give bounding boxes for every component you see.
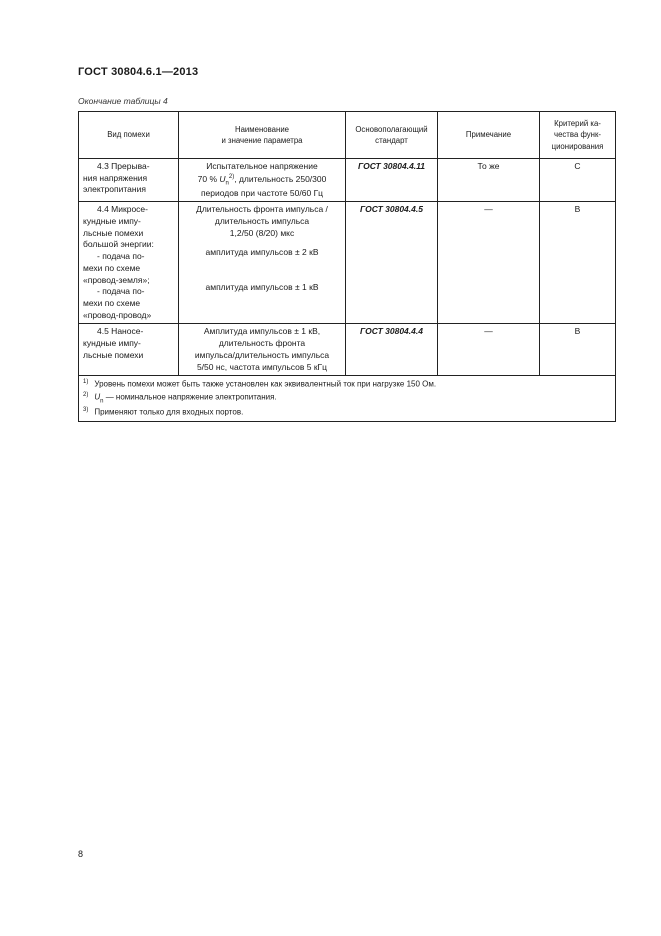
base-standard: ГОСТ 30804.4.4 <box>346 324 438 376</box>
col-header-type: Вид помехи <box>79 112 179 159</box>
table-row <box>79 324 616 376</box>
footnote: $^{2)}$ $U_n$ — номинальное напряжение электропитания. <box>83 391 277 405</box>
criterion-cell: B <box>540 324 616 376</box>
footnotes <box>79 376 616 422</box>
note-cell: То же <box>438 159 540 202</box>
col-header-standard: Основополагающий стандарт <box>346 112 438 159</box>
base-standard: ГОСТ 30804.4.11 <box>346 159 438 202</box>
footnote: $^{1)}$ Уровень помехи может быть также установлен как эквивалентный ток при нагрузке 150 Ом. <box>83 379 437 389</box>
interference-table <box>78 111 616 422</box>
interference-type: 4.3 Прерыва- ния напряжения электропитания <box>79 159 179 202</box>
interference-type: 4.5 Наносе- кундные импу- льсные помехи <box>79 324 179 376</box>
footnotes-row <box>79 376 616 422</box>
table-row <box>79 159 616 202</box>
col-header-note: Примечание <box>438 112 540 159</box>
table-header-row <box>79 112 616 159</box>
parameter-value: Испытательное напряжение 70 % $U_n^{2)}$, длительность 250/300 периодов при частоте 50/60 Гц <box>179 159 346 202</box>
footnote: $^{3)}$ Применяют только для входных портов. <box>83 407 244 417</box>
table-caption: Окончание таблицы 4 <box>78 96 168 106</box>
table-row <box>79 202 616 324</box>
criterion-cell: B <box>540 202 616 324</box>
col-header-param: Наименование и значение параметра <box>179 112 346 159</box>
parameter-value: Длительность фронта импульса / длительность импульса 1,2/50 (8/20) мкс амплитуда импульсов ± 2 кВ амплитуда импульсов ± 1 кВ <box>179 202 346 324</box>
base-standard: ГОСТ 30804.4.5 <box>346 202 438 324</box>
note-cell: — <box>438 324 540 376</box>
interference-type: 4.4 Микросе- кундные импу- льсные помехи большой энергии: - подача по- мехи по схеме «провод-земля»; - подача по- мехи по схеме «провод-провод» <box>79 202 179 324</box>
document-title: ГОСТ 30804.6.1—2013 <box>78 66 199 78</box>
col-header-criterion: Критерий ка- чества функ- ционирования <box>540 112 616 159</box>
criterion-cell: C <box>540 159 616 202</box>
note-cell: — <box>438 202 540 324</box>
parameter-value: Амплитуда импульсов ± 1 кВ, длительность фронта импульса/длительность импульса 5/50 нс, частота импульсов 5 кГц <box>179 324 346 376</box>
page-number: 8 <box>78 849 84 859</box>
